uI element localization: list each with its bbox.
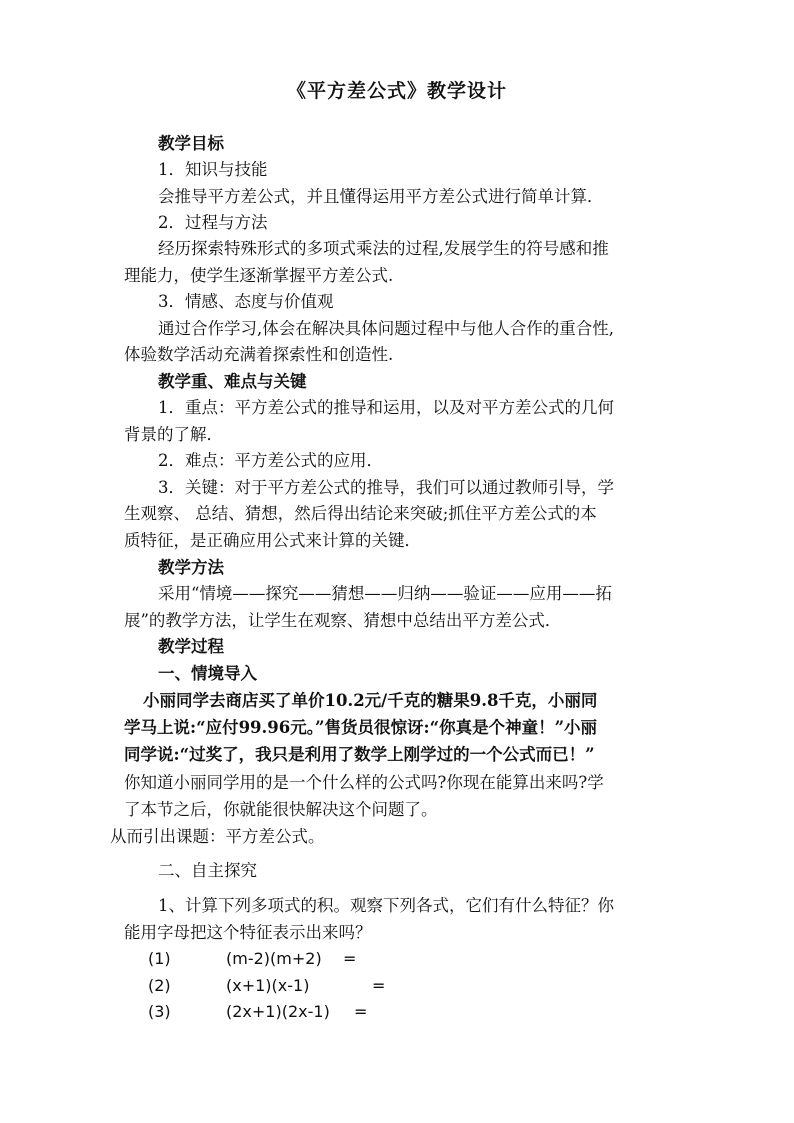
exercise-2-number: (2) bbox=[148, 976, 171, 995]
story-line2: 学马上说:“应付99.96元。”售货员很惊讶:“你真是个神童！”小丽 bbox=[124, 718, 598, 737]
part-1-heading: 一、情境导入 bbox=[158, 664, 257, 683]
lead-in-sentence: 从而引出课题：平方差公式。 bbox=[110, 827, 325, 846]
goal-1-heading: 1．知识与技能 bbox=[158, 160, 268, 179]
heading-teaching-process: 教学过程 bbox=[158, 637, 224, 656]
heading-teaching-goals: 教学目标 bbox=[158, 134, 224, 153]
goal-2-body-line1: 经历探索特殊形式的多项式乘法的过程,发展学生的符号感和推 bbox=[158, 239, 609, 258]
exercise-2-expression: (x+1)(x-1) bbox=[226, 976, 310, 995]
exercise-3-number: (3) bbox=[148, 1002, 171, 1021]
goal-1-body: 会推导平方差公式，并且懂得运用平方差公式进行简单计算． bbox=[158, 187, 604, 206]
goal-3-body-line2: 体验数学活动充满着探索性和创造性. bbox=[124, 345, 394, 364]
exercise-3-equals: = bbox=[354, 1002, 368, 1021]
goal-3-heading: 3．情感、态度与价值观 bbox=[158, 292, 334, 311]
method-body-line2: 展”的教学方法，让学生在观察、猜想中总结出平方差公式． bbox=[124, 611, 562, 630]
task-line2: 能用字母把这个特征表示出来吗？ bbox=[124, 923, 372, 942]
question-line2: 了本节之后，你就能很快解决这个问题了。 bbox=[124, 800, 438, 819]
key-point-2: 2．难点：平方差公式的应用． bbox=[158, 451, 383, 470]
heading-key-points: 教学重、难点与关键 bbox=[158, 372, 307, 391]
exercise-1-equals: = bbox=[343, 949, 357, 968]
key-point-3-line1: 3．关键：对于平方差公式的推导，我们可以通过教师引导，学 bbox=[158, 478, 614, 497]
exercise-1-number: (1) bbox=[148, 949, 171, 968]
document-title: 《平方差公式》教学设计 bbox=[286, 80, 507, 102]
exercise-3-expression: (2x+1)(2x-1) bbox=[226, 1002, 330, 1021]
key-point-3-line3: 质特征，是正确应用公式来计算的关键． bbox=[124, 531, 421, 550]
exercise-2-equals: = bbox=[372, 976, 386, 995]
exercise-1-expression: (m-2)(m+2) bbox=[226, 949, 322, 968]
question-line1: 你知道小丽同学用的是一个什么样的公式吗?你现在能算出来吗?学 bbox=[124, 773, 604, 792]
goal-3-body-line1: 通过合作学习,体会在解决具体问题过程中与他人合作的重合性, bbox=[158, 319, 614, 338]
key-point-1-line1: 1．重点：平方差公式的推导和运用，以及对平方差公式的几何 bbox=[158, 398, 614, 417]
part-2-heading: 二、自主探究 bbox=[158, 861, 257, 880]
key-point-3-line2: 生观察、 总结、猜想，然后得出结论来突破;抓住平方差公式的本 bbox=[124, 504, 597, 523]
goal-2-body-line2: 理能力，使学生逐渐掌握平方差公式. bbox=[124, 266, 394, 285]
task-line1: 1、计算下列多项式的积。观察下列各式，它们有什么特征？你 bbox=[158, 896, 614, 915]
method-body-line1: 采用“情境——探究——猜想——归纳——验证——应用——拓 bbox=[158, 584, 612, 603]
key-point-1-line2: 背景的了解． bbox=[124, 425, 223, 444]
heading-teaching-method: 教学方法 bbox=[158, 558, 224, 577]
story-line1: 小丽同学去商店买了单价10.2元/千克的糖果9.8千克，小丽同 bbox=[143, 691, 598, 710]
story-line3: 同学说:“过奖了，我只是利用了数学上刚学过的一个公式而已！” bbox=[124, 745, 595, 764]
goal-2-heading: 2．过程与方法 bbox=[158, 213, 268, 232]
